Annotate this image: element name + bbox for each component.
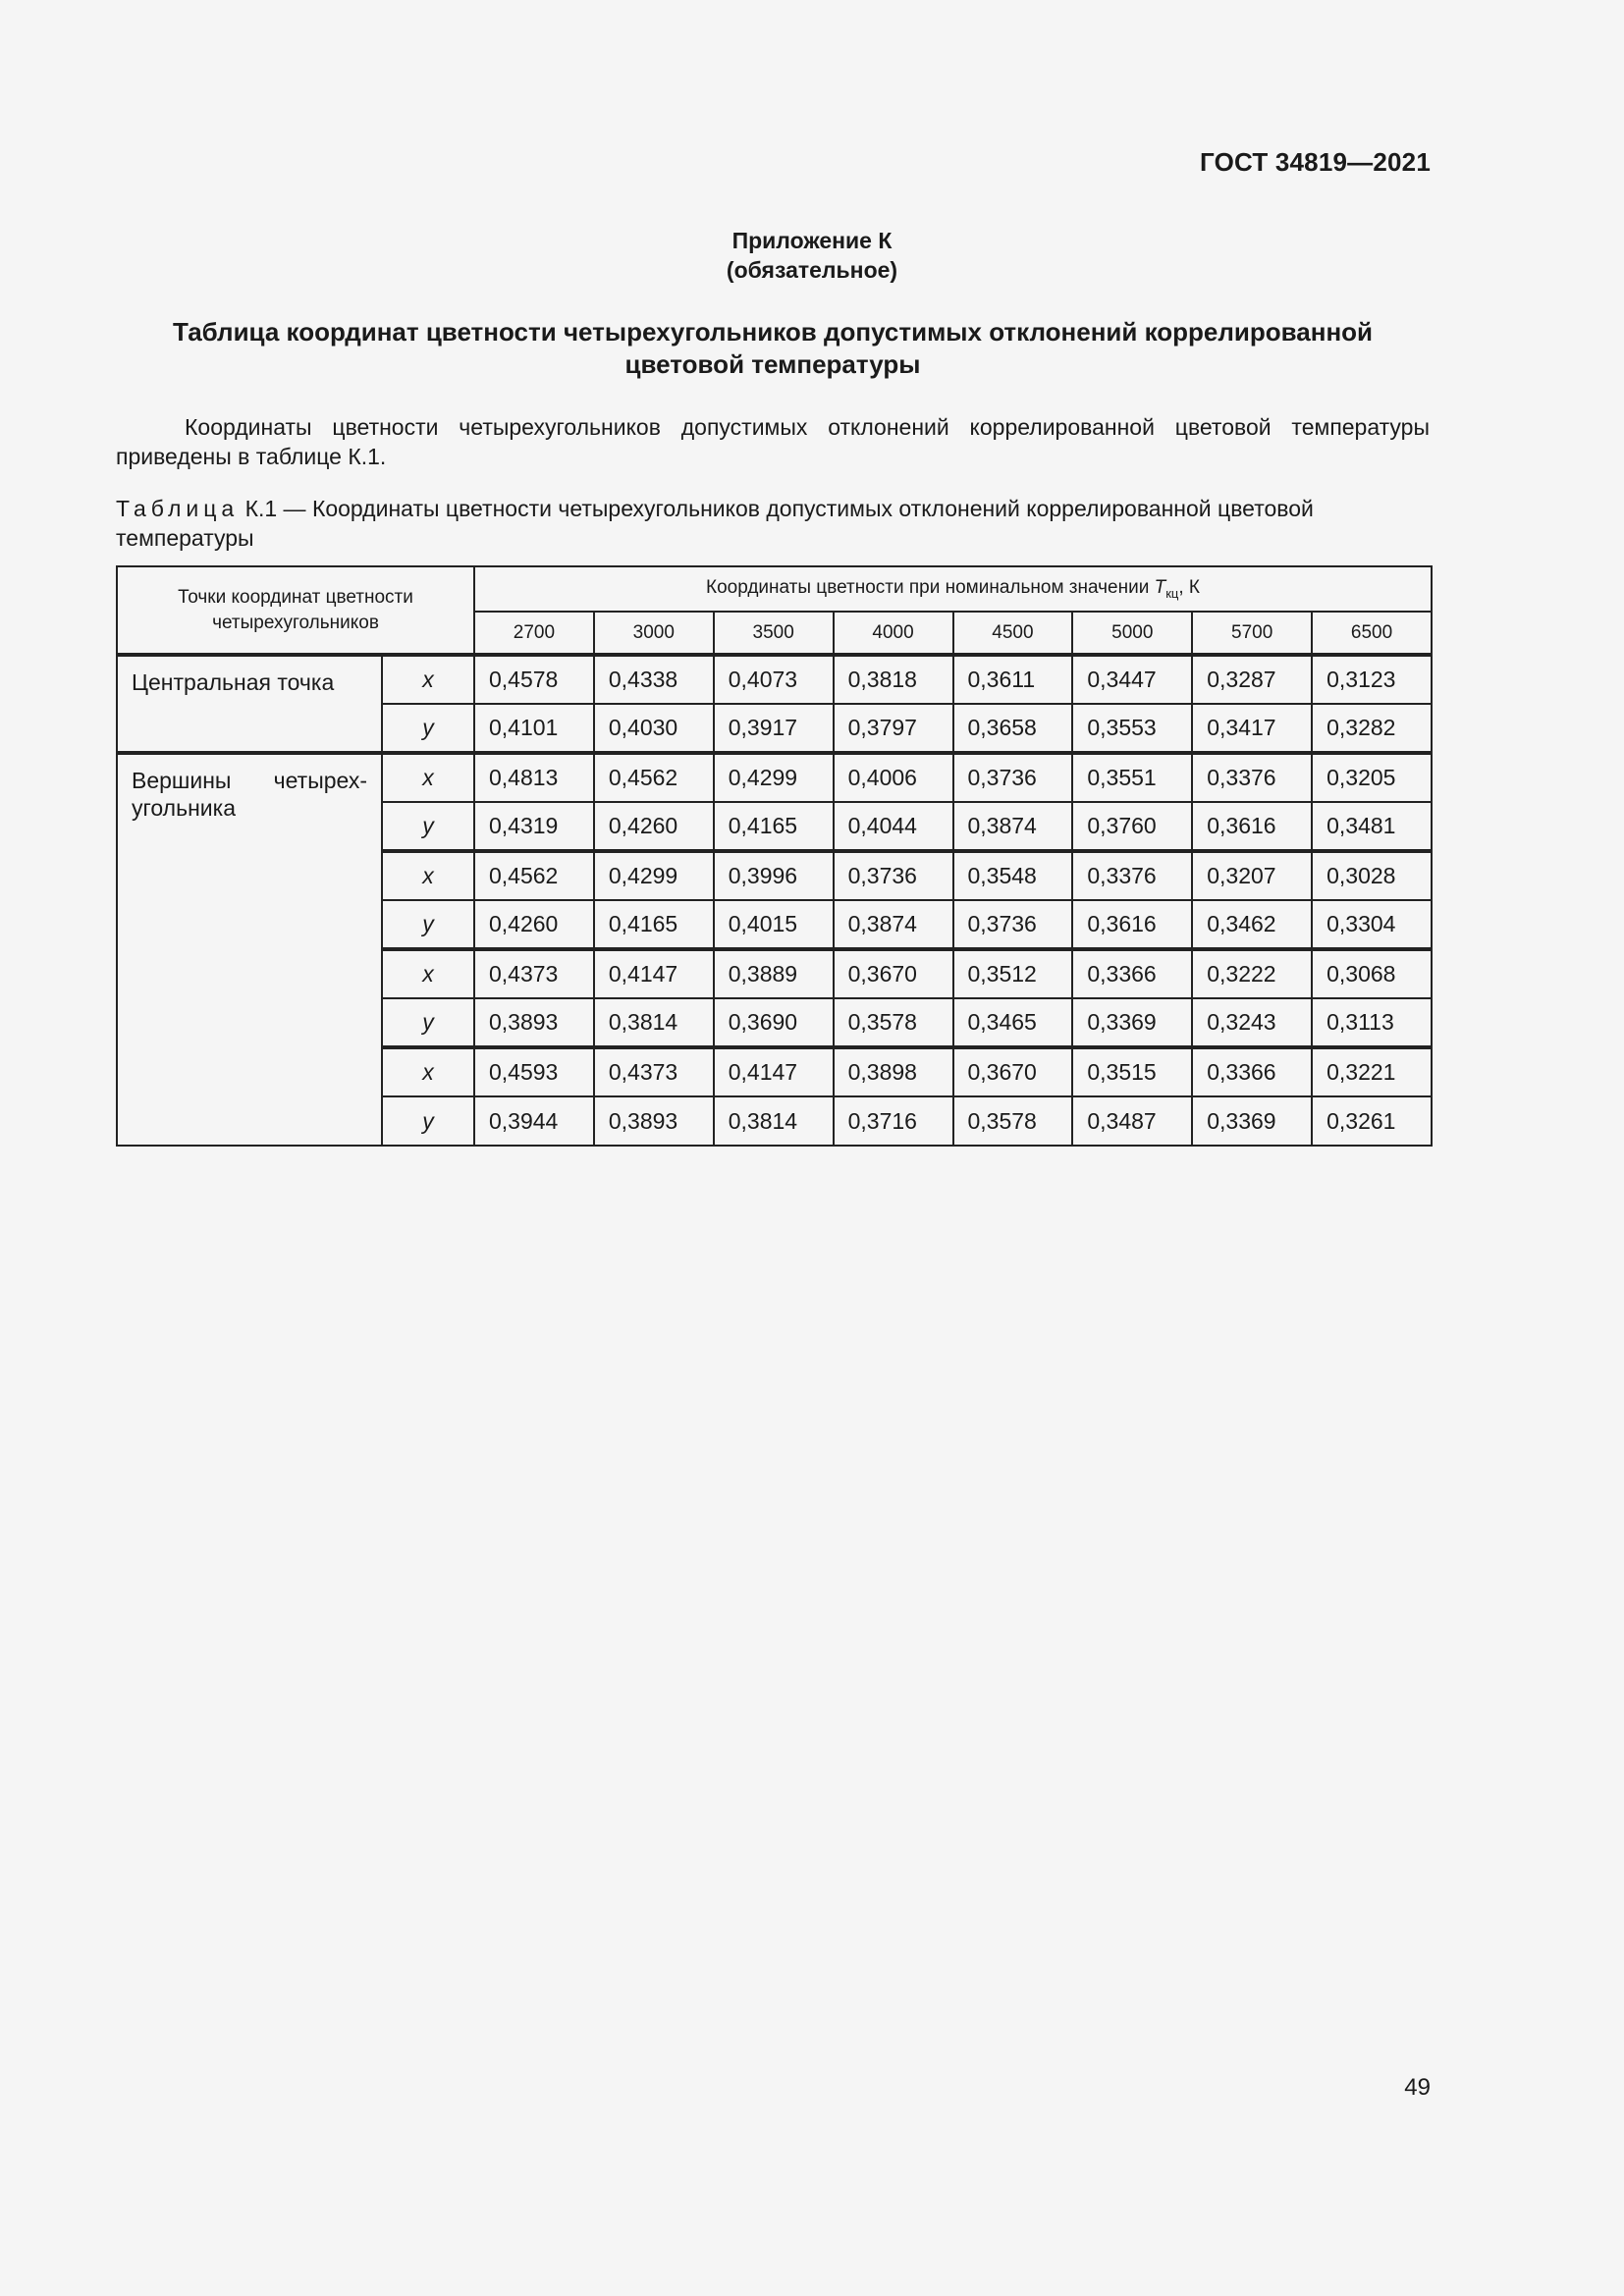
header-coordinates-prefix: Координаты цветности при номинальном значении xyxy=(706,577,1155,599)
value-cell: 0,4578 xyxy=(474,655,594,704)
annex-heading xyxy=(0,226,1624,285)
axis-cell: x xyxy=(382,753,474,802)
annex-label: Приложение К xyxy=(731,228,893,253)
value-cell: 0,4165 xyxy=(594,900,714,949)
value-cell: 0,3578 xyxy=(953,1096,1073,1146)
value-cell: 0,3893 xyxy=(594,1096,714,1146)
table-caption-text: К.1 — Координаты цветности четырехугольников допустимых отклонений коррелированной цветовой температуры xyxy=(116,496,1314,551)
value-cell: 0,4044 xyxy=(834,802,953,851)
value-cell: 0,4299 xyxy=(714,753,834,802)
header-temperature: 6500 xyxy=(1312,612,1432,655)
header-points: Точки координат цветности четырехугольников xyxy=(117,566,474,655)
value-cell: 0,4101 xyxy=(474,704,594,753)
value-cell: 0,4373 xyxy=(474,949,594,998)
value-cell: 0,3917 xyxy=(714,704,834,753)
group-label: Вершины четырех-угольника xyxy=(117,753,382,1146)
table-caption-prefix: Таблица xyxy=(116,496,240,521)
value-cell: 0,3417 xyxy=(1192,704,1312,753)
value-cell: 0,3616 xyxy=(1192,802,1312,851)
header-coordinates xyxy=(474,566,1432,612)
value-cell: 0,4147 xyxy=(594,949,714,998)
chromaticity-table xyxy=(116,565,1433,1147)
value-cell: 0,3366 xyxy=(1072,949,1192,998)
axis-cell: x xyxy=(382,851,474,900)
value-cell: 0,3515 xyxy=(1072,1047,1192,1096)
axis-cell: x xyxy=(382,655,474,704)
value-cell: 0,4260 xyxy=(594,802,714,851)
value-cell: 0,3376 xyxy=(1072,851,1192,900)
value-cell: 0,4813 xyxy=(474,753,594,802)
header-temperature: 3000 xyxy=(594,612,714,655)
value-cell: 0,3028 xyxy=(1312,851,1432,900)
axis-cell: y xyxy=(382,998,474,1047)
value-cell: 0,3447 xyxy=(1072,655,1192,704)
value-cell: 0,4015 xyxy=(714,900,834,949)
value-cell: 0,3261 xyxy=(1312,1096,1432,1146)
page-number: 49 xyxy=(1404,2074,1431,2101)
value-cell: 0,3123 xyxy=(1312,655,1432,704)
axis-cell: x xyxy=(382,1047,474,1096)
value-cell: 0,3996 xyxy=(714,851,834,900)
axis-cell: y xyxy=(382,802,474,851)
value-cell: 0,3797 xyxy=(834,704,953,753)
value-cell: 0,4373 xyxy=(594,1047,714,1096)
value-cell: 0,3113 xyxy=(1312,998,1432,1047)
value-cell: 0,4593 xyxy=(474,1047,594,1096)
header-temperature: 4500 xyxy=(953,612,1073,655)
value-cell: 0,3553 xyxy=(1072,704,1192,753)
value-cell: 0,3366 xyxy=(1192,1047,1312,1096)
value-cell: 0,3282 xyxy=(1312,704,1432,753)
value-cell: 0,3690 xyxy=(714,998,834,1047)
axis-cell: y xyxy=(382,704,474,753)
document-number: ГОСТ 34819—2021 xyxy=(1200,147,1431,177)
value-cell: 0,4073 xyxy=(714,655,834,704)
value-cell: 0,3369 xyxy=(1072,998,1192,1047)
value-cell: 0,3221 xyxy=(1312,1047,1432,1096)
value-cell: 0,3893 xyxy=(474,998,594,1047)
value-cell: 0,3287 xyxy=(1192,655,1312,704)
value-cell: 0,4562 xyxy=(594,753,714,802)
value-cell: 0,4030 xyxy=(594,704,714,753)
value-cell: 0,3944 xyxy=(474,1096,594,1146)
value-cell: 0,3243 xyxy=(1192,998,1312,1047)
value-cell: 0,3481 xyxy=(1312,802,1432,851)
intro-paragraph: Координаты цветности четырехугольников допустимых отклонений коррелированной цветовой температуры приведены в таблице К.1. xyxy=(116,414,1430,469)
value-cell: 0,3736 xyxy=(834,851,953,900)
header-temperature: 4000 xyxy=(834,612,953,655)
value-cell: 0,3874 xyxy=(834,900,953,949)
value-cell: 0,4319 xyxy=(474,802,594,851)
header-temperature: 2700 xyxy=(474,612,594,655)
annex-status: (обязательное) xyxy=(726,257,898,283)
value-cell: 0,3611 xyxy=(953,655,1073,704)
value-cell: 0,3548 xyxy=(953,851,1073,900)
table-row xyxy=(117,655,1432,704)
value-cell: 0,3814 xyxy=(714,1096,834,1146)
value-cell: 0,3898 xyxy=(834,1047,953,1096)
value-cell: 0,3222 xyxy=(1192,949,1312,998)
value-cell: 0,3304 xyxy=(1312,900,1432,949)
value-cell: 0,3658 xyxy=(953,704,1073,753)
value-cell: 0,3512 xyxy=(953,949,1073,998)
value-cell: 0,3205 xyxy=(1312,753,1432,802)
value-cell: 0,3814 xyxy=(594,998,714,1047)
value-cell: 0,3462 xyxy=(1192,900,1312,949)
header-temperature: 5700 xyxy=(1192,612,1312,655)
value-cell: 0,4006 xyxy=(834,753,953,802)
header-coordinates-symbol: T xyxy=(1154,577,1166,599)
value-cell: 0,4338 xyxy=(594,655,714,704)
value-cell: 0,4260 xyxy=(474,900,594,949)
table-caption xyxy=(116,494,1430,553)
value-cell: 0,3616 xyxy=(1072,900,1192,949)
axis-cell: y xyxy=(382,900,474,949)
value-cell: 0,3736 xyxy=(953,900,1073,949)
value-cell: 0,3465 xyxy=(953,998,1073,1047)
value-cell: 0,3207 xyxy=(1192,851,1312,900)
value-cell: 0,3736 xyxy=(953,753,1073,802)
table-row xyxy=(117,753,1432,802)
value-cell: 0,3670 xyxy=(953,1047,1073,1096)
value-cell: 0,3889 xyxy=(714,949,834,998)
value-cell: 0,3376 xyxy=(1192,753,1312,802)
annex-title: Таблица координат цветности четырехугольников допустимых отклонений коррелированной цветовой температуры xyxy=(172,317,1374,379)
value-cell: 0,4147 xyxy=(714,1047,834,1096)
value-cell: 0,3068 xyxy=(1312,949,1432,998)
value-cell: 0,3369 xyxy=(1192,1096,1312,1146)
header-temperature: 5000 xyxy=(1072,612,1192,655)
value-cell: 0,3670 xyxy=(834,949,953,998)
header-temperature: 3500 xyxy=(714,612,834,655)
value-cell: 0,3578 xyxy=(834,998,953,1047)
axis-cell: y xyxy=(382,1096,474,1146)
value-cell: 0,3551 xyxy=(1072,753,1192,802)
value-cell: 0,4562 xyxy=(474,851,594,900)
group-label: Центральная точка xyxy=(117,655,382,753)
value-cell: 0,3818 xyxy=(834,655,953,704)
value-cell: 0,4299 xyxy=(594,851,714,900)
value-cell: 0,4165 xyxy=(714,802,834,851)
header-coordinates-sub: кц xyxy=(1165,585,1179,601)
value-cell: 0,3874 xyxy=(953,802,1073,851)
header-coordinates-suffix: , К xyxy=(1178,577,1201,599)
value-cell: 0,3760 xyxy=(1072,802,1192,851)
value-cell: 0,3487 xyxy=(1072,1096,1192,1146)
value-cell: 0,3716 xyxy=(834,1096,953,1146)
axis-cell: x xyxy=(382,949,474,998)
